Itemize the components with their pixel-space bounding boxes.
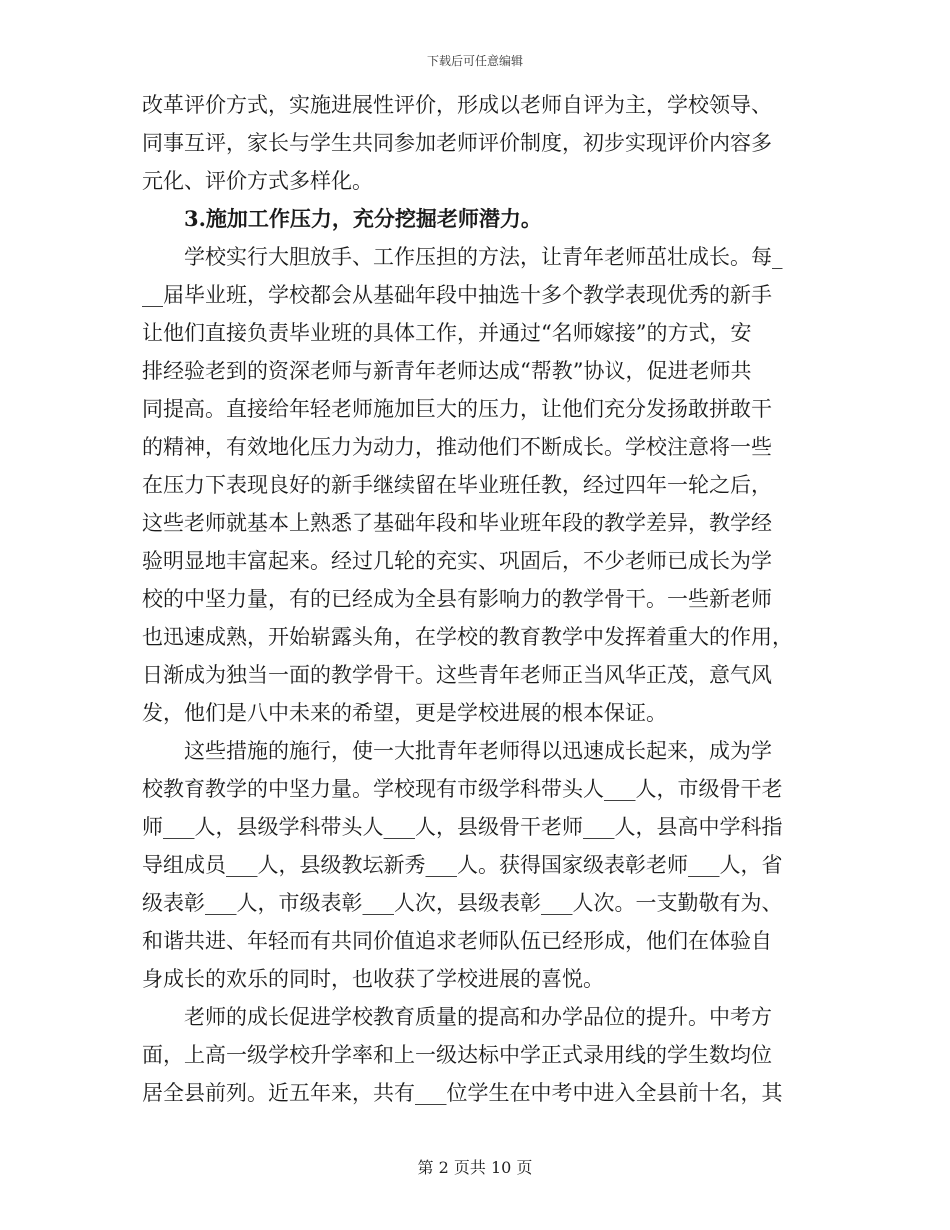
text-line: 日渐成为独当一面的教学骨干。这些青年老师正当风华正茂，意气风 xyxy=(142,663,772,687)
text-line: 这些老师就基本上熟悉了基础年段和毕业班年段的教学差异，教学经 xyxy=(142,511,772,535)
text-line: 学校实行大胆放手、工作压担的方法，让青年老师茁壮成长。每_ xyxy=(184,245,783,269)
text-line: 验明显地丰富起来。经过几轮的充实、巩固后，不少老师已成长为学 xyxy=(142,549,772,573)
document-body xyxy=(142,86,810,1112)
text-line: 老师的成长促进学校教育质量的提高和办学品位的提升。中考方 xyxy=(184,1005,772,1029)
page-header: 下载后可任意编辑 xyxy=(426,54,523,68)
text-line: __届毕业班，学校都会从基础年段中抽选十多个教学表现优秀的新手 xyxy=(142,283,772,307)
text-line: 校教育教学的中坚力量。学校现有市级学科带头人___人，市级骨干老 xyxy=(142,777,783,801)
text-line: 元化、评价方式多样化。 xyxy=(142,169,373,193)
text-line: 师___人，县级学科带头人___人，县级骨干老师___人，县高中学科指 xyxy=(142,815,783,839)
text-line: 身成长的欢乐的同时，也收获了学校进展的喜悦。 xyxy=(142,967,604,991)
text-line: 级表彰___人，市级表彰___人次，县级表彰___人次。一支勤敬有为、 xyxy=(142,891,783,915)
text-line: 和谐共进、年轻而有共同价值追求老师队伍已经形成，他们在体验自 xyxy=(142,929,772,953)
text-line: 同事互评，家长与学生共同参加老师评价制度，初步实现评价内容多 xyxy=(142,131,772,155)
text-line: 同提高。直接给年轻老师施加巨大的压力，让他们充分发扬敢拼敢干 xyxy=(142,397,772,421)
text-line: 居全县前列。近五年来，共有___位学生在中考中进入全县前十名，其 xyxy=(142,1081,783,1105)
section-heading: 3.施加工作压力，充分挖掘老师潜力。 xyxy=(184,206,542,231)
text-line: 这些措施的施行，使一大批青年老师得以迅速成长起来，成为学 xyxy=(184,739,772,763)
text-line: 导组成员___人，县级教坛新秀___人。获得国家级表彰老师___人，省 xyxy=(142,853,783,877)
text-line: 面，上高一级学校升学率和上一级达标中学正式录用线的学生数均位 xyxy=(142,1043,772,1067)
text-line: 排经验老到的资深老师与新青年老师达成“帮教”协议，促进老师共 xyxy=(142,359,752,383)
text-line: 在压力下表现良好的新手继续留在毕业班任教，经过四年一轮之后， xyxy=(142,473,772,497)
text-line: 校的中坚力量，有的已经成为全县有影响力的教学骨干。一些新老师 xyxy=(142,587,772,611)
page-number-footer: 第 2 页共 10 页 xyxy=(417,1158,533,1177)
text-line: 改革评价方式，实施进展性评价，形成以老师自评为主，学校领导、 xyxy=(142,93,772,117)
text-line: 也迅速成熟，开始崭露头角，在学校的教育教学中发挥着重大的作用， xyxy=(142,625,793,649)
text-line: 发，他们是八中未来的希望，更是学校进展的根本保证。 xyxy=(142,701,667,725)
text-line: 的精神，有效地化压力为动力，推动他们不断成长。学校注意将一些 xyxy=(142,435,772,459)
text-line: 让他们直接负责毕业班的具体工作，并通过“名师嫁接”的方式，安 xyxy=(142,321,752,345)
